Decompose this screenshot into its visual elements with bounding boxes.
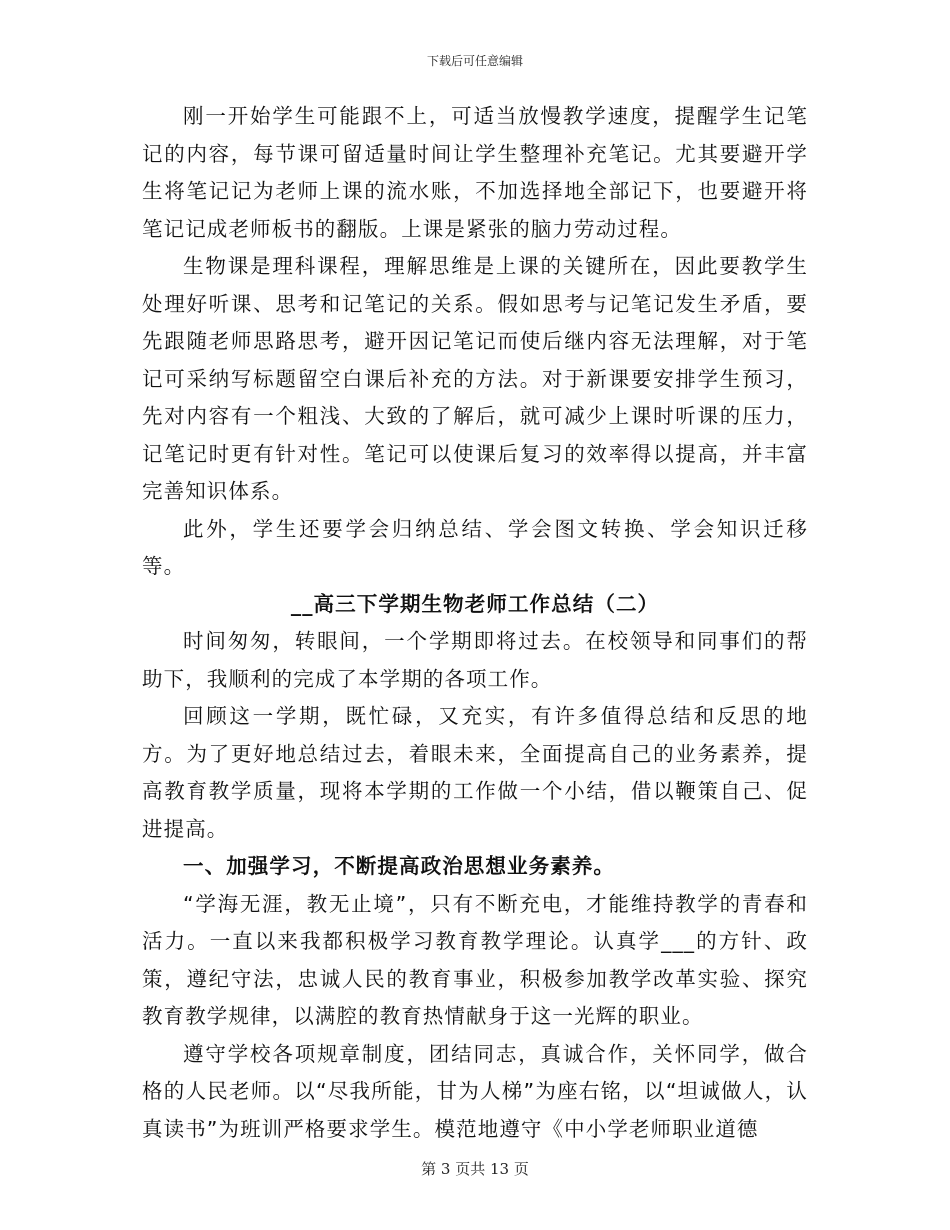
paragraph-note-taking: 刚一开始学生可能跟不上，可适当放慢教学速度，提醒学生记笔记的内容，每节课可留适量时间让学生整理补充笔记。尤其要避开学生将笔记记为老师上课的流水账，不加选择地全部记下，也要避开将笔记记成老师板书的翻版。上课是紧张的脑力劳动过程。 (142, 104, 808, 241)
document-body (142, 98, 808, 1148)
section-heading-one: 一、加强学习，不断提高政治思想业务素养。 (183, 854, 615, 878)
paragraph-study: “学海无涯，教无止境”，只有不断充电，才能维持教学的青春和活力。一直以来我都积极学习教育教学理论。认真学___的方针、政策，遵纪守法，忠诚人民的教育事业，积极参加教学改革实验、探究教育教学规律，以满腔的教育热情献身于这一光辉的职业。 (142, 891, 808, 1028)
paragraph-biology-thinking: 生物课是理科课程，理解思维是上课的关键所在，因此要教学生处理好听课、思考和记笔记的关系。假如思考与记笔记发生矛盾，要先跟随老师思路思考，避开因记笔记而使后继内容无法理解，对于笔记可采纳写标题留空白课后补充的方法。对于新课要安排学生预习，先对内容有一个粗浅、大致的了解后，就可减少上课时听课的压力，记笔记时更有针对性。笔记可以使课后复习的效率得以提高，并丰富完善知识体系。 (142, 254, 808, 503)
paragraph-rules: 遵守学校各项规章制度，团结同志，真诚合作，关怀同学，做合格的人民老师。以“尽我所能，甘为人梯”为座右铭，以“坦诚做人，认真读书”为班训严格要求学生。模范地遵守《中小学老师职业道德 (142, 1041, 808, 1141)
paragraph-intro: 时间匆匆，转眼间，一个学期即将过去。在校领导和同事们的帮助下，我顺利的完成了本学期的各项工作。 (142, 629, 808, 691)
page-footer: 第 3 页共 13 页 (421, 1160, 529, 1178)
section-title: __高三下学期生物老师工作总结（二） (290, 591, 660, 616)
paragraph-learning-skills: 此外，学生还要学会归纳总结、学会图文转换、学会知识迁移等。 (142, 516, 808, 578)
paragraph-review: 回顾这一学期，既忙碌，又充实，有许多值得总结和反思的地方。为了更好地总结过去，着眼未来，全面提高自己的业务素养，提高教育教学质量，现将本学期的工作做一个小结，借以鞭策自己、促进提高。 (142, 704, 808, 841)
page-header: 下载后可任意编辑 (426, 54, 523, 68)
